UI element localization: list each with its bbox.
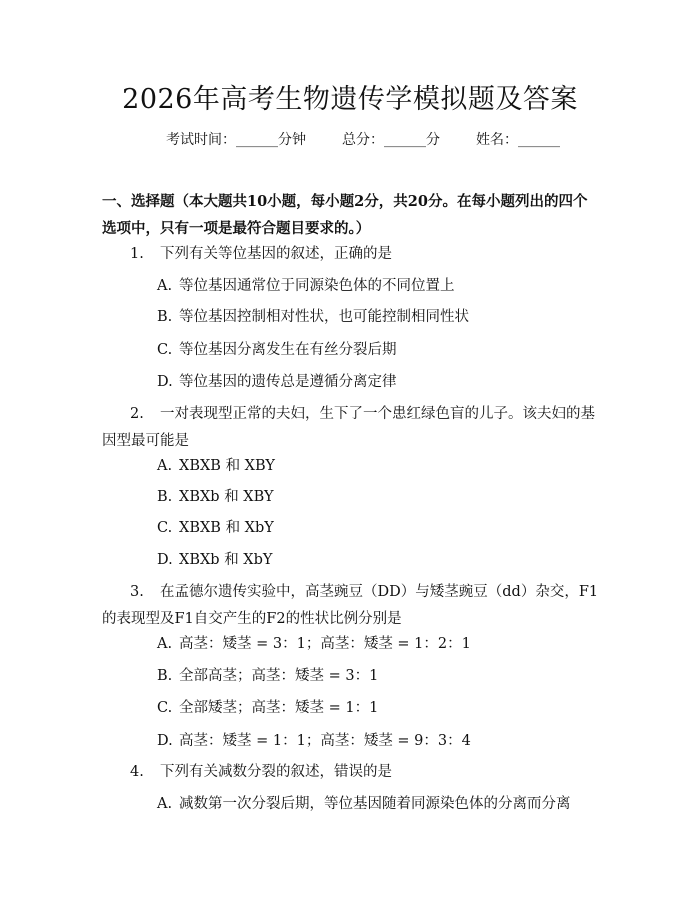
option-text: 减数第一次分裂后期，等位基因随着同源染色体的分离而分离 [179, 796, 571, 812]
question-number: 4. [130, 764, 144, 780]
option-text: 高茎：矮茎 = 3：1；高茎：矮茎 = 1：2：1 [179, 636, 471, 652]
option-letter: D. [157, 374, 173, 390]
question-3-option-a [157, 634, 471, 654]
option-text: 等位基因控制相对性状，也可能控制相同性状 [179, 309, 469, 325]
option-letter: A. [157, 796, 173, 812]
option-text: XBXB 和 XbY [179, 520, 274, 536]
page-title: 2026年高考生物遗传学模拟题及答案 [122, 84, 578, 115]
student-name-field: 姓名：______ [476, 132, 560, 148]
question-1-option-d [157, 372, 397, 392]
option-letter: D. [157, 733, 173, 749]
question-number: 2. [130, 406, 144, 422]
question-4-option-a [157, 794, 571, 814]
question-3-option-d [157, 731, 471, 751]
option-letter: A. [157, 278, 173, 294]
option-text: 等位基因通常位于同源染色体的不同位置上 [179, 278, 455, 294]
question-3 [102, 579, 602, 633]
question-number: 1. [130, 246, 144, 262]
option-letter: B. [157, 489, 173, 505]
total-score-field: 总分：______分 [342, 132, 440, 148]
question-3-option-b [157, 666, 378, 686]
section-heading: 一、选择题（本大题共10小题，每小题2分，共20分。在每小题列出的四个选项中，只有一项是最符合题目要求的。） [102, 193, 588, 237]
exam-meta [166, 130, 560, 150]
option-letter: C. [157, 700, 173, 716]
option-text: 全部高茎；高茎：矮茎 = 3：1 [179, 668, 379, 684]
option-text: 全部矮茎；高茎：矮茎 = 1：1 [179, 700, 379, 716]
question-1-option-a [157, 276, 455, 296]
question-text: 在孟德尔遗传实验中，高茎豌豆（DD）与矮茎豌豆（dd）杂交，F1的表现型及F1自交产生的F2的性状比例分别是 [102, 584, 599, 627]
option-text: 高茎：矮茎 = 1：1；高茎：矮茎 = 9：3：4 [179, 733, 471, 749]
option-text: XBXb 和 XBY [179, 489, 274, 505]
option-text: 等位基因分离发生在有丝分裂后期 [179, 342, 397, 358]
question-text: 下列有关等位基因的叙述，正确的是 [160, 246, 392, 262]
question-text: 下列有关减数分裂的叙述，错误的是 [160, 764, 392, 780]
question-4 [102, 759, 602, 786]
question-1 [102, 241, 602, 268]
option-text: 等位基因的遗传总是遵循分离定律 [179, 374, 397, 390]
question-2-option-a [157, 456, 275, 476]
option-text: XBXB 和 XBY [179, 458, 275, 474]
question-3-option-c [157, 698, 378, 718]
question-2-option-c [157, 518, 274, 538]
option-text: XBXb 和 XbY [179, 552, 273, 568]
question-2-option-b [157, 487, 274, 507]
option-letter: A. [157, 458, 173, 474]
exam-time-field: 考试时间：______分钟 [166, 132, 306, 148]
option-letter: D. [157, 552, 173, 568]
question-number: 3. [130, 584, 144, 600]
question-2-option-d [157, 550, 272, 570]
question-2 [102, 401, 602, 455]
option-letter: C. [157, 342, 173, 358]
option-letter: C. [157, 520, 173, 536]
question-1-option-b [157, 307, 469, 327]
option-letter: A. [157, 636, 173, 652]
option-letter: B. [157, 668, 173, 684]
question-1-option-c [157, 340, 397, 360]
option-letter: B. [157, 309, 173, 325]
question-text: 一对表现型正常的夫妇，生下了一个患红绿色盲的儿子。该夫妇的基因型最可能是 [102, 406, 595, 449]
